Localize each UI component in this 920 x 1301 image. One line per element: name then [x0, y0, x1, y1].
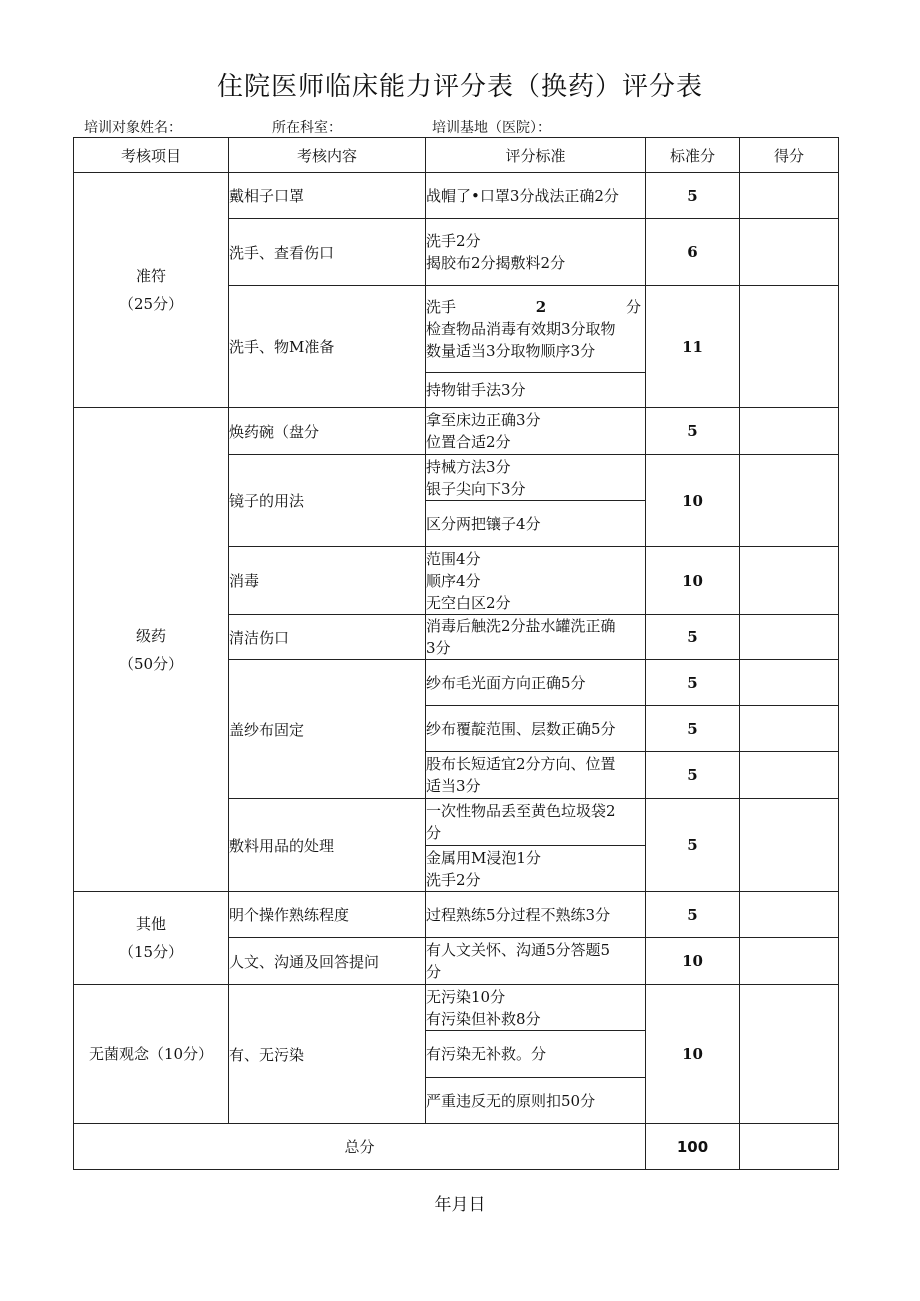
- criteria-cell: [426, 173, 646, 219]
- criteria-cell: [426, 615, 646, 660]
- criteria-word: 洗手: [426, 298, 457, 316]
- obtained-score-cell[interactable]: [740, 938, 839, 985]
- section-name: 级药: [135, 626, 166, 645]
- content-cell: 明个操作熟练程度: [229, 892, 426, 938]
- criteria-line: 无污染10分: [426, 987, 506, 1006]
- obtained-score-cell[interactable]: [740, 286, 839, 408]
- standard-score: 10: [646, 455, 740, 547]
- obtained-score-cell[interactable]: [740, 752, 839, 799]
- obtained-score-cell[interactable]: [740, 799, 839, 892]
- standard-score: 10: [646, 938, 740, 985]
- criteria-line: 数量适当3分取物顺序3分: [426, 342, 596, 360]
- section-name: 其他: [135, 915, 166, 933]
- content-cell: 镜子的用法: [229, 455, 426, 547]
- criteria-line: 持械方法3分: [426, 457, 511, 476]
- criteria-line: 过程熟练5分过程不熟练3分: [426, 905, 611, 924]
- criteria-line: 适当3分: [426, 777, 481, 795]
- content-cell: 清洁伤口: [229, 615, 426, 660]
- section-points: （25分）: [118, 295, 184, 313]
- table-row: [74, 985, 839, 1031]
- criteria-line: 揭胶布2分揭敷料2分: [426, 254, 566, 272]
- page-title: 住院医师临床能力评分表（换药）评分表: [216, 72, 703, 102]
- section-points: （50分）: [118, 654, 184, 673]
- criteria-line: 区分两把镶子4分: [426, 514, 541, 533]
- criteria-line: 范围4分: [426, 549, 481, 568]
- criteria-line: 检查物品消毒有效期3分取物: [426, 320, 616, 338]
- criteria-line: 纱布毛光面方向正确5分: [426, 673, 586, 692]
- obtained-score-cell[interactable]: [740, 219, 839, 286]
- criteria-line: 拿至床边正确3分: [426, 411, 541, 429]
- criteria-line: 一次性物品丢至黄色垃圾袋2: [426, 802, 616, 820]
- total-obtained-cell[interactable]: [740, 1124, 839, 1170]
- criteria-line: [426, 296, 645, 318]
- department-label: 所在科室：: [272, 120, 342, 136]
- total-label: 总分: [74, 1124, 646, 1170]
- criteria-line: 洗手2分: [426, 870, 481, 889]
- criteria-cell: [426, 892, 646, 938]
- standard-score: 6: [646, 219, 740, 286]
- header-item: 考核项目: [74, 138, 229, 173]
- training-base-label: 培训基地（医院）：: [432, 120, 551, 136]
- criteria-line: 洗手2分: [426, 232, 481, 250]
- criteria-line: 3分: [426, 639, 451, 657]
- criteria-line: 纱布覆靛范围、层数正确5分: [426, 719, 616, 738]
- table-row: [74, 892, 839, 938]
- total-row: [74, 1124, 839, 1170]
- content-cell: 敷料用品的处理: [229, 799, 426, 892]
- content-cell: 消毒: [229, 547, 426, 615]
- obtained-score-cell[interactable]: [740, 547, 839, 615]
- standard-score: 5: [646, 173, 740, 219]
- criteria-line: 消毒后触洗2分盐水罐洗正确: [426, 617, 616, 635]
- criteria-cell: [426, 660, 646, 706]
- section-change: [74, 408, 229, 892]
- table-row: [74, 408, 839, 455]
- section-prep: [74, 173, 229, 408]
- criteria-line: 战帽了•口罩3分战法正确2分: [426, 186, 619, 205]
- criteria-cell: [426, 455, 646, 501]
- standard-score: 5: [646, 615, 740, 660]
- obtained-score-cell[interactable]: [740, 455, 839, 547]
- criteria-line: 有污染无补救。分: [426, 1045, 547, 1063]
- standard-score: 11: [646, 286, 740, 408]
- criteria-cell: [426, 846, 646, 892]
- header-criteria: 评分标准: [426, 138, 646, 173]
- criteria-word: 2: [535, 298, 547, 316]
- section-other: [74, 892, 229, 985]
- header-row: [74, 138, 839, 173]
- criteria-line: 有人文关怀、沟通5分答题5: [426, 941, 611, 959]
- header-content: 考核内容: [229, 138, 426, 173]
- criteria-line: 顺序4分: [426, 571, 481, 590]
- obtained-score-cell[interactable]: [740, 985, 839, 1124]
- obtained-score-cell[interactable]: [740, 173, 839, 219]
- section-aseptic: 无菌观念（10分）: [74, 985, 229, 1124]
- content-cell: 洗手、物M准备: [229, 286, 426, 408]
- criteria-word: 分: [625, 298, 641, 316]
- content-cell: 戴相子口罩: [229, 173, 426, 219]
- criteria-cell: [426, 752, 646, 799]
- obtained-score-cell[interactable]: [740, 892, 839, 938]
- criteria-cell: [426, 219, 646, 286]
- section-name: 准符: [135, 267, 166, 285]
- score-table: [73, 137, 839, 1170]
- section-points: （15分）: [118, 943, 184, 961]
- criteria-line: 金属用M浸泡1分: [426, 848, 541, 867]
- trainee-name-label: 培训对象姓名：: [84, 120, 182, 136]
- criteria-line: 严重违反无的原则扣50分: [426, 1091, 596, 1110]
- content-cell: 有、无污染: [229, 985, 426, 1124]
- content-cell: 盖纱布固定: [229, 660, 426, 799]
- criteria-cell: [426, 799, 646, 846]
- content-cell: 洗手、查看伤口: [229, 219, 426, 286]
- standard-score: 10: [646, 547, 740, 615]
- obtained-score-cell[interactable]: [740, 660, 839, 706]
- criteria-cell: [426, 706, 646, 752]
- standard-score: 5: [646, 752, 740, 799]
- header-standard-score: 标准分: [646, 138, 740, 173]
- table-row: [74, 173, 839, 219]
- obtained-score-cell[interactable]: [740, 408, 839, 455]
- standard-score: 10: [646, 985, 740, 1124]
- content-cell: 焕药碗（盘分: [229, 408, 426, 455]
- criteria-line: 有污染但补救8分: [426, 1009, 541, 1028]
- criteria-line: 持物钳手法3分: [426, 381, 526, 399]
- standard-score: 5: [646, 706, 740, 752]
- criteria-line: 位置合适2分: [426, 433, 511, 451]
- criteria-cell: [426, 408, 646, 455]
- standard-score: 5: [646, 408, 740, 455]
- criteria-cell: [426, 1078, 646, 1124]
- date-line: 年月日: [434, 1195, 486, 1215]
- criteria-cell: [426, 373, 646, 408]
- criteria-cell: [426, 985, 646, 1031]
- obtained-score-cell[interactable]: [740, 615, 839, 660]
- criteria-cell: [426, 1031, 646, 1078]
- standard-score: 5: [646, 892, 740, 938]
- criteria-cell: [426, 547, 646, 615]
- criteria-line: 股布长短适宜2分方向、位置: [426, 755, 616, 773]
- standard-score: 5: [646, 799, 740, 892]
- total-score: 100: [646, 1124, 740, 1170]
- criteria-line: 银子尖向下3分: [426, 479, 526, 498]
- obtained-score-cell[interactable]: [740, 706, 839, 752]
- criteria-cell: [426, 938, 646, 985]
- criteria-line: 分: [426, 963, 442, 981]
- header-obtained-score: 得分: [740, 138, 839, 173]
- content-cell: 人文、沟通及回答提问: [229, 938, 426, 985]
- criteria-line: 分: [426, 824, 442, 842]
- criteria-line: 无空白区2分: [426, 593, 511, 612]
- standard-score: 5: [646, 660, 740, 706]
- criteria-cell: [426, 501, 646, 547]
- criteria-cell: [426, 286, 646, 373]
